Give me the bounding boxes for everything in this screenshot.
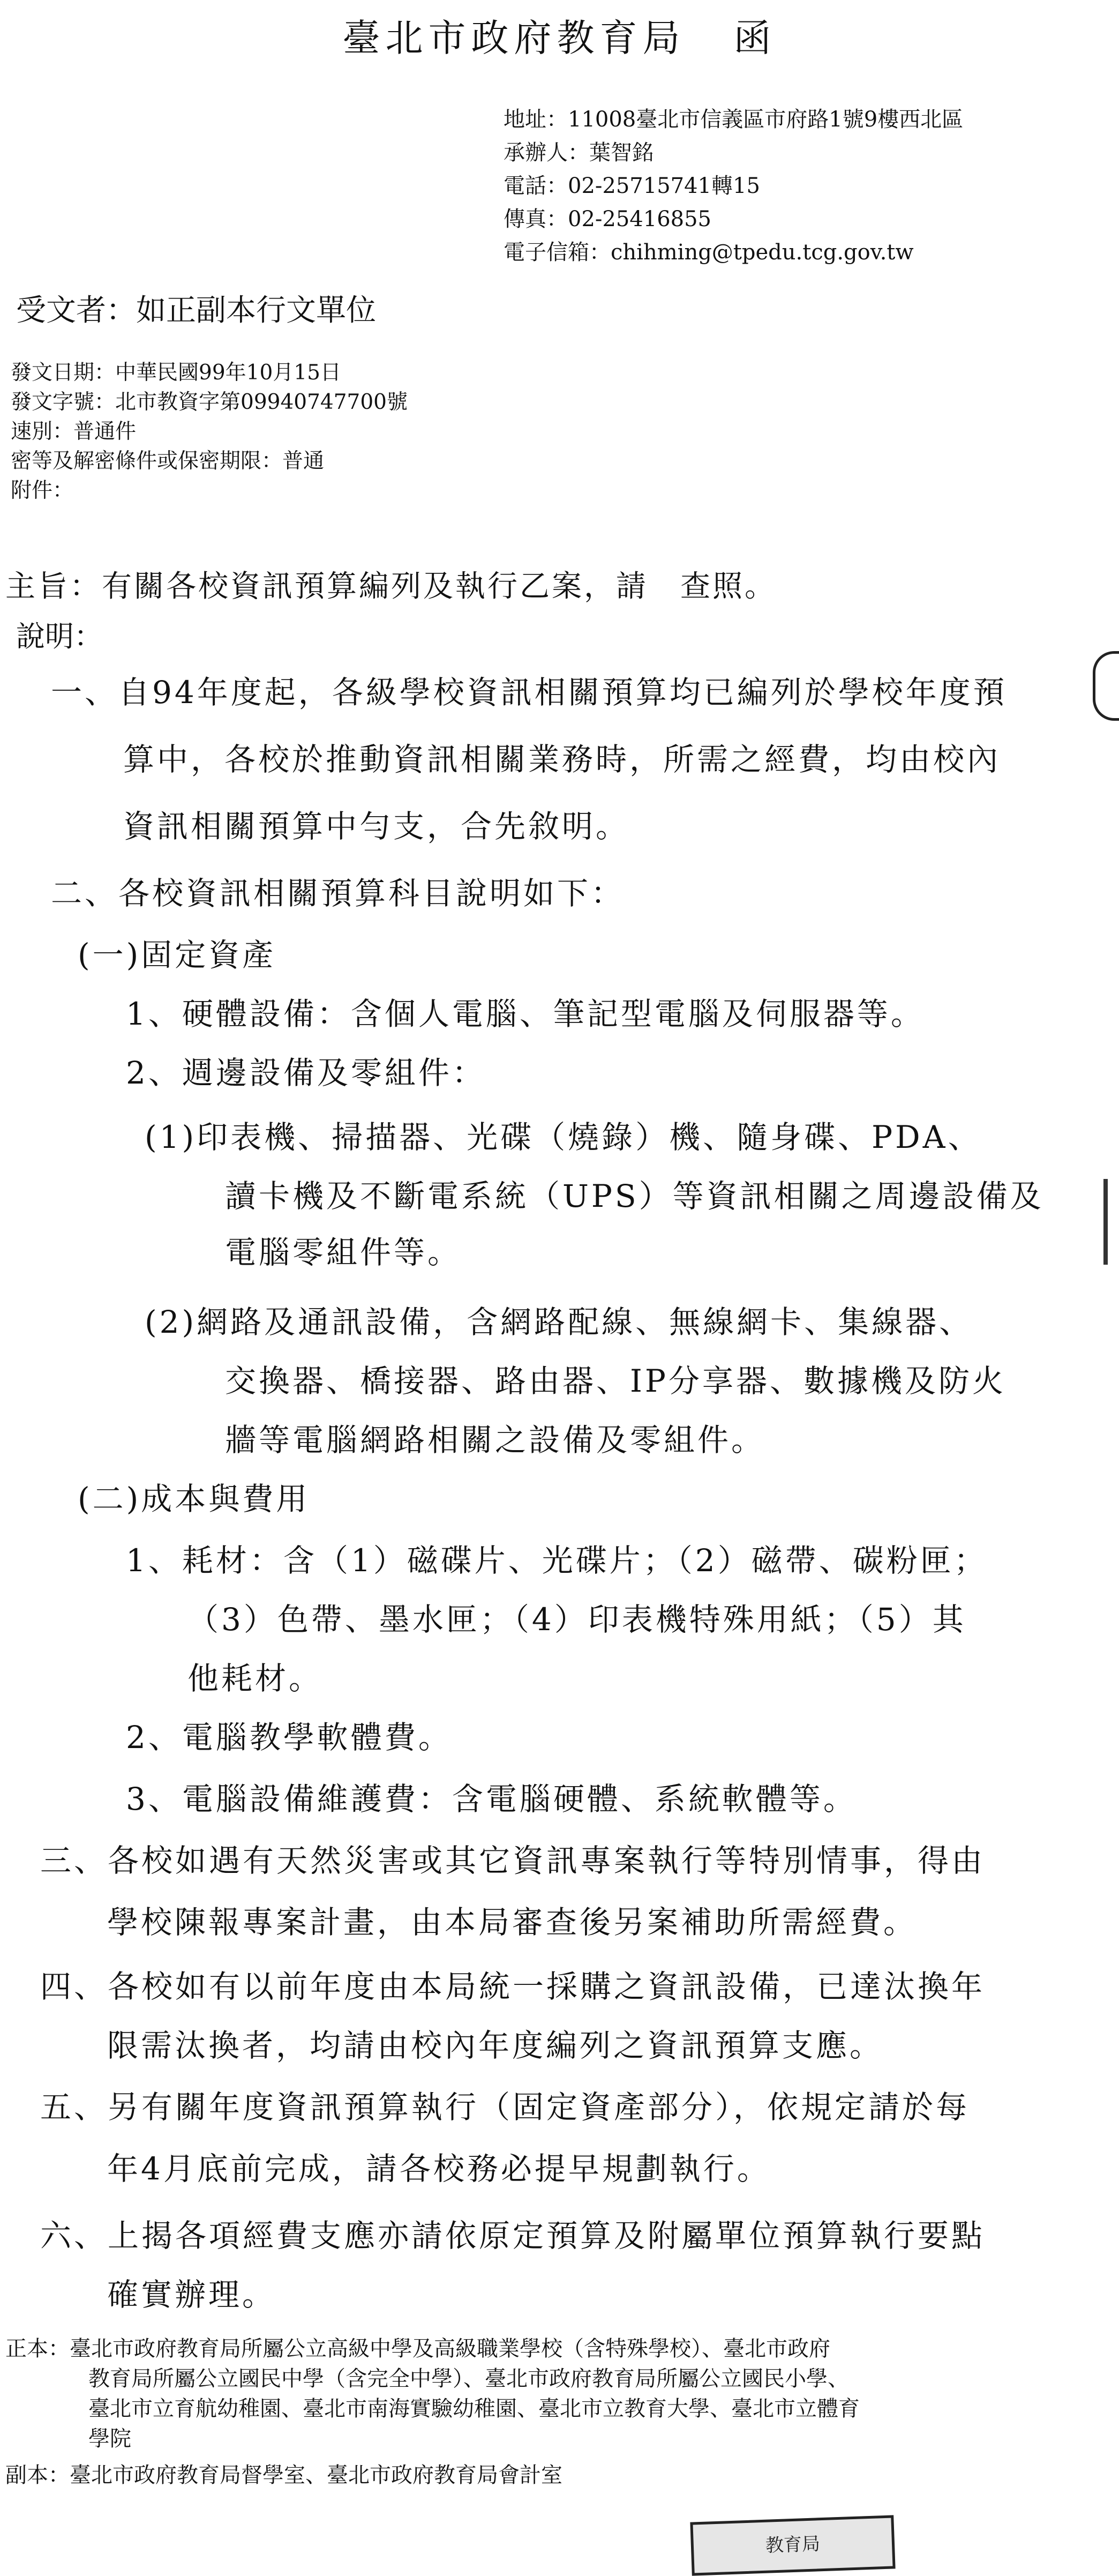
contact-phone: 電話：02-25715741轉15 — [504, 174, 760, 198]
original-recipients: 正本：臺北市政府教育局所屬公立高級中學及高級職業學校（含特殊學校）、臺北市政府 — [5, 2336, 830, 2361]
section-6-line: 確實辦理。 — [107, 2276, 276, 2313]
contact-handler: 承辦人：葉智銘 — [504, 140, 654, 165]
list-item-continued: 讀卡機及不斷電系統（UPS）等資訊相關之周邊設備及 — [225, 1178, 1044, 1214]
margin-edge-mark — [1103, 1179, 1108, 1265]
subject — [5, 563, 777, 606]
section-5-line: 五、另有關年度資訊預算執行（固定資產部分），依規定請於每 — [40, 2089, 970, 2125]
document-number: 發文字號：北市教資字第09940747700號 — [11, 390, 408, 414]
list-item-continued: 電腦零組件等。 — [225, 1234, 462, 1271]
margin-stamp-mark — [1093, 651, 1119, 721]
list-item: 1、耗材：含（1）磁碟片、光碟片；（2）磁帶、碳粉匣； — [126, 1542, 988, 1579]
section-3-line: 三、各校如遇有天然災害或其它資訊專案執行等特別情事，得由 — [40, 1842, 986, 1879]
document-type: 函 — [733, 16, 777, 60]
seal-stamp-text: 教育局 — [765, 2533, 821, 2557]
section-4-line: 限需汰換者，均請由校內年度編列之資訊預算支應。 — [107, 2027, 884, 2064]
contact-block — [504, 103, 963, 269]
delivery-speed: 速別：普通件 — [11, 420, 137, 444]
original-recipients-continued: 學院 — [88, 2426, 131, 2451]
copy-recipients: 副本：臺北市政府教育局督學室、臺北市政府教育局會計室 — [5, 2463, 562, 2488]
section-1-line: 算中，各校於推動資訊相關業務時，所需之經費，均由校內 — [123, 741, 1001, 778]
subject-tail: 查照。 — [680, 569, 777, 604]
issue-date: 發文日期：中華民國99年10月15日 — [11, 361, 341, 385]
subject-text: 主旨：有關各校資訊預算編列及執行乙案，請 — [5, 569, 648, 604]
contact-address: 地址：11008臺北市信義區市府路1號9樓西北區 — [504, 107, 964, 132]
subsection-fixed-assets: (一)固定資產 — [78, 937, 276, 973]
list-item: 3、電腦設備維護費：含電腦硬體、系統軟體等。 — [126, 1781, 857, 1817]
list-item: (2)網路及通訊設備，含網路配線、無線網卡、集線器、 — [145, 1304, 973, 1340]
original-recipients-continued: 教育局所屬公立國民中學（含完全中學）、臺北市政府教育局所屬公立國民小學、 — [88, 2366, 849, 2391]
section-2-heading: 二、各校資訊相關預算科目說明如下： — [51, 875, 625, 912]
section-4-line: 四、各校如有以前年度由本局統一採購之資訊設備，已達汰換年 — [40, 1968, 986, 2005]
contact-fax: 傳真：02-25416855 — [504, 207, 712, 232]
section-1-line: 資訊相關預算中勻支，合先敘明。 — [123, 808, 630, 845]
recipient: 受文者：如正副本行文單位 — [16, 293, 376, 328]
list-item-continued: （3）色帶、墨水匣；（4）印表機特殊用紙；（5）其 — [187, 1601, 966, 1638]
attachment: 附件： — [11, 479, 74, 503]
section-6-line: 六、上揭各項經費支應亦請依原定預算及附屬單位預算執行要點 — [40, 2217, 986, 2254]
section-1-line: 一、自94年度起，各級學校資訊相關預算均已編列於學校年度預 — [51, 674, 1007, 711]
list-item-continued: 交換器、橋接器、路由器、IP分享器、數據機及防火 — [225, 1363, 1006, 1399]
list-item: 1、硬體設備：含個人電腦、筆記型電腦及伺服器等。 — [126, 996, 925, 1032]
seal-stamp — [690, 2515, 895, 2575]
section-3-line: 學校陳報專案計畫，由本局審查後另案補助所需經費。 — [107, 1904, 918, 1940]
list-item: 2、電腦教學軟體費。 — [126, 1719, 452, 1756]
section-5-line: 年4月底前完成，請各校務必提早規劃執行。 — [107, 2151, 771, 2187]
secrecy-level: 密等及解密條件或保密期限：普通 — [11, 449, 325, 473]
document-meta — [11, 358, 408, 505]
letter-title — [0, 8, 1119, 62]
distribution-list — [5, 2334, 860, 2490]
list-item-continued: 他耗材。 — [187, 1660, 323, 1697]
agency-name: 臺北市政府教育局 — [342, 16, 686, 60]
contact-email: 電子信箱：chihming@tpedu.tcg.gov.tw — [504, 240, 914, 265]
list-item-continued: 牆等電腦網路相關之設備及零組件。 — [225, 1422, 765, 1458]
subsection-costs: (二)成本與費用 — [78, 1481, 310, 1517]
explanation-label: 說明： — [16, 619, 103, 653]
original-recipients-continued: 臺北市立育航幼稚園、臺北市南海實驗幼稚園、臺北市立教育大學、臺北市立體育 — [88, 2396, 860, 2421]
list-item: (1)印表機、掃描器、光碟（燒錄）機、隨身碟、PDA、 — [145, 1119, 982, 1155]
list-item: 2、週邊設備及零組件： — [126, 1055, 486, 1091]
